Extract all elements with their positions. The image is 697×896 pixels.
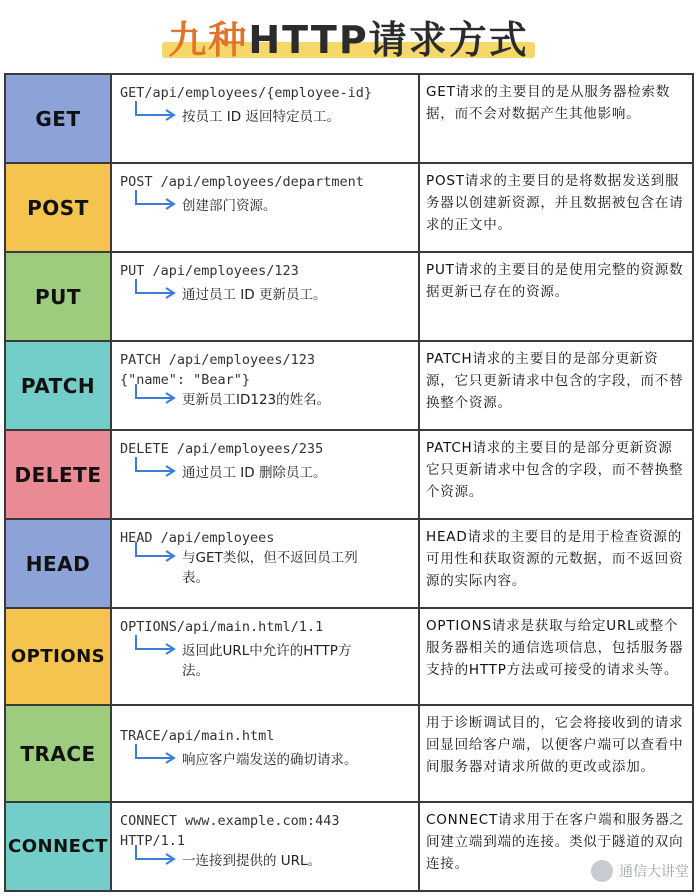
endpoint-cell [111, 430, 419, 519]
note-text: 一连接到提供的 URL。 [182, 853, 322, 869]
note-text: 与GET类似，但不返回员工列表。 [182, 550, 358, 586]
endpoint-note [120, 463, 412, 485]
table-row [5, 341, 693, 430]
endpoint-cell [111, 252, 419, 341]
endpoint-line: GET/api/employees/{employee-id} [120, 85, 372, 101]
table-row [5, 163, 693, 252]
note-text: 通过员工 ID 删除员工。 [182, 465, 327, 481]
endpoint-note [120, 285, 412, 307]
table-row [5, 74, 693, 163]
note-text: 创建部门资源。 [182, 198, 277, 214]
note-text: 响应客户端发送的确切请求。 [182, 752, 358, 768]
arrow-icon [120, 851, 182, 873]
table-row [5, 430, 693, 519]
endpoint-cell [111, 74, 419, 163]
arrow-icon [120, 548, 182, 570]
endpoint-line: POST /api/employees/department [120, 174, 364, 190]
arrow-icon [120, 641, 182, 663]
method-cell: PATCH [5, 341, 111, 430]
endpoint-cell [111, 608, 419, 705]
table-row [5, 705, 693, 802]
endpoint-line: HEAD /api/employees [120, 530, 275, 546]
endpoint-cell [111, 705, 419, 802]
description-cell: CONNECT请求用于在客户端和服务器之间建立端到端的连接。类似于隧道的双向连接。 [419, 802, 693, 891]
endpoint-line: TRACE/api/main.html [120, 728, 275, 744]
endpoint-note [120, 196, 412, 218]
arrow-icon [120, 463, 182, 485]
method-cell: HEAD [5, 519, 111, 608]
endpoint-cell [111, 802, 419, 891]
arrow-icon [120, 196, 182, 218]
arrow-icon [120, 750, 182, 772]
description-cell: POST请求的主要目的是将数据发送到服务器以创建新资源，并且数据被包含在请求的正文中。 [419, 163, 693, 252]
note-text: 更新员工ID123的姓名。 [182, 392, 331, 408]
endpoint-cell [111, 519, 419, 608]
note-text: 返回此URL中允许的HTTP方法。 [182, 643, 352, 679]
method-cell: POST [5, 163, 111, 252]
endpoint-line: HTTP/1.1 [120, 833, 186, 849]
endpoint-note [120, 548, 412, 588]
endpoint-line: PUT /api/employees/123 [120, 263, 299, 279]
description-cell: PATCH请求的主要目的是部分更新资源它只更新请求中包含的字段，而不替换整个资源。 [419, 430, 693, 519]
arrow-icon [120, 107, 182, 129]
endpoint-cell [111, 163, 419, 252]
header [0, 0, 697, 72]
endpoint-cell [111, 341, 419, 430]
method-cell: GET [5, 74, 111, 163]
method-cell: DELETE [5, 430, 111, 519]
endpoint-line: {"name": "Bear"} [120, 372, 251, 388]
title-rest: HTTP请求方式 [248, 17, 529, 62]
note-text: 按员工 ID 返回特定员工。 [182, 109, 340, 125]
description-cell: HEAD请求的主要目的是用于检查资源的可用性和获取资源的元数据，而不返回资源的实际内容。 [419, 519, 693, 608]
endpoint-line: DELETE /api/employees/235 [120, 441, 324, 457]
arrow-icon [120, 390, 182, 412]
description-cell: PATCH请求的主要目的是部分更新资源，它只更新请求中包含的字段，而不替换整个资源。 [419, 341, 693, 430]
endpoint-note [120, 851, 412, 873]
endpoint-note [120, 641, 412, 681]
table-row [5, 252, 693, 341]
title-prefix: 九种 [168, 17, 249, 62]
table-row [5, 802, 693, 891]
endpoint-line: OPTIONS/api/main.html/1.1 [120, 619, 324, 635]
endpoint-line: CONNECT www.example.com:443 [120, 813, 340, 829]
method-cell: OPTIONS [5, 608, 111, 705]
description-cell: OPTIONS请求是获取与给定URL或整个服务器相关的通信选项信息，包括服务器支持的HTTP方法或可接受的请求头等。 [419, 608, 693, 705]
method-cell: CONNECT [5, 802, 111, 891]
endpoint-line: PATCH /api/employees/123 [120, 352, 316, 368]
endpoint-note [120, 107, 412, 129]
endpoint-note [120, 390, 412, 412]
watermark [591, 860, 689, 882]
note-text: 通过员工 ID 更新员工。 [182, 287, 327, 303]
methods-table [4, 73, 694, 892]
description-cell: PUT请求的主要目的是使用完整的资源数据更新已存在的资源。 [419, 252, 693, 341]
watermark-logo-icon [591, 860, 613, 882]
description-cell: 用于诊断调试目的，它会将接收到的请求回显回给客户端，以便客户端可以查看中间服务器对请求所做的更改或添加。 [419, 705, 693, 802]
table-row [5, 608, 693, 705]
method-cell: TRACE [5, 705, 111, 802]
page-title [162, 9, 534, 64]
method-cell: PUT [5, 252, 111, 341]
description-cell: GET请求的主要目的是从服务器检索数据，而不会对数据产生其他影响。 [419, 74, 693, 163]
watermark-text: 通信大讲堂 [619, 864, 689, 880]
arrow-icon [120, 285, 182, 307]
table-row [5, 519, 693, 608]
endpoint-note [120, 750, 412, 772]
